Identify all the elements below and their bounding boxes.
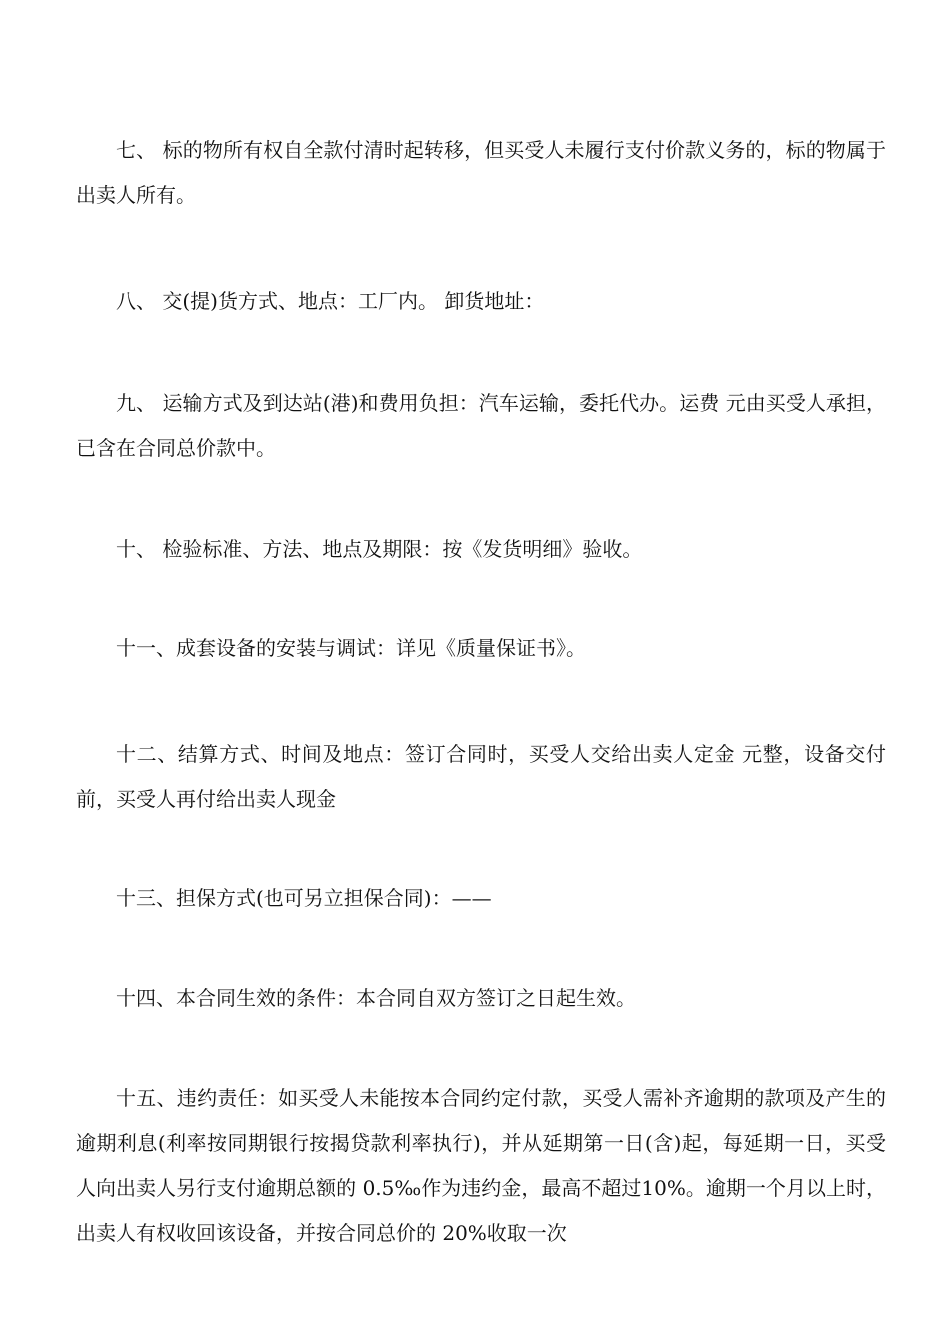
clause-12: 十二、结算方式、时间及地点：签订合同时，买受人交给出卖人定金 元整，设备交付前，买受人再付给出卖人现金 <box>76 742 886 811</box>
clause-14: 十四、本合同生效的条件：本合同自双方签订之日起生效。 <box>116 986 636 1010</box>
clause-7: 七、 标的物所有权自全款付清时起转移，但买受人未履行支付价款义务的，标的物属于出卖人所有。 <box>76 138 886 207</box>
clause-15: 十五、违约责任：如买受人未能按本合同约定付款，买受人需补齐逾期的款项及产生的逾期利息(利率按同期银行按揭贷款利率执行)，并从延期第一日(含)起，每延期一日，买受人向出卖人另行支付逾期总额的 0.5‰作为违约金，最高不超过10%。逾期一个月以上时，出卖人有权收回该设备，并按合同总价的 20%收取一次 <box>76 1086 886 1245</box>
clause-8: 八、 交(提)货方式、地点：工厂内。 卸货地址： <box>116 289 545 313</box>
clause-13: 十三、担保方式(也可另立担保合同)：—— <box>116 886 492 910</box>
clause-11: 十一、成套设备的安装与调试：详见《质量保证书》。 <box>116 636 586 660</box>
clause-10: 十、 检验标准、方法、地点及期限：按《发货明细》验收。 <box>116 537 643 561</box>
clause-9: 九、 运输方式及到达站(港)和费用负担：汽车运输，委托代办。运费 元由买受人承担，已含在合同总价款中。 <box>76 391 886 460</box>
